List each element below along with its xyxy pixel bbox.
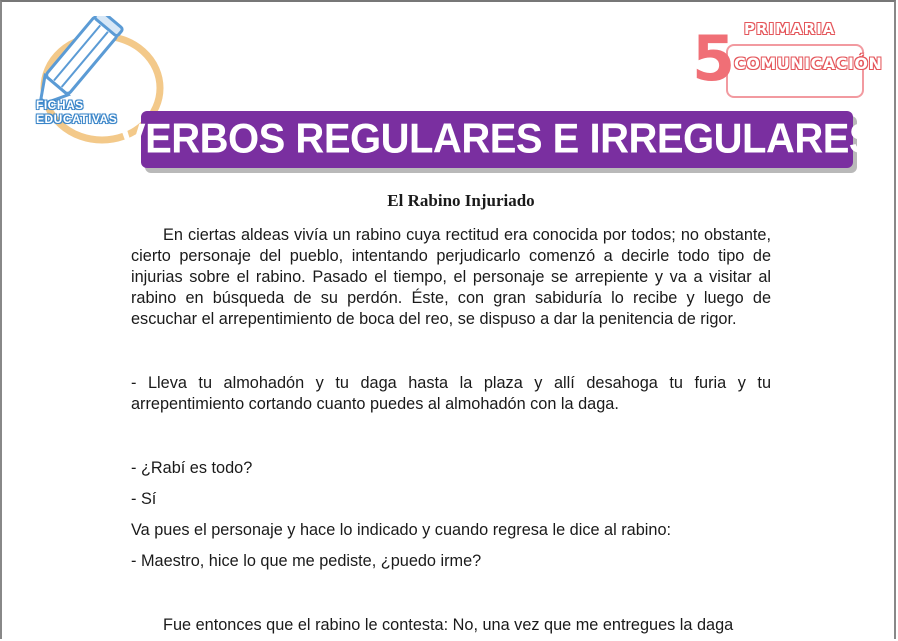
subject-label: COMUNICACIÓN bbox=[734, 54, 883, 73]
dialog-3: - Sí bbox=[131, 490, 157, 508]
title-banner bbox=[118, 111, 876, 168]
worksheet-title: VERBOS REGULARES E IRREGULARES bbox=[118, 115, 876, 163]
logo-line-1: FICHAS bbox=[36, 98, 84, 112]
paragraph-2: Fue entonces que el rabino le contesta: No, una vez que me entregues la daga bbox=[163, 616, 734, 634]
logo-line-2: EDUCATIVAS bbox=[36, 112, 118, 126]
story-content bbox=[131, 190, 771, 636]
paragraph-1: En ciertas aldeas vivía un rabino cuya rectitud era conocida por todos; no obstante, cierto personaje del pueblo, intentando perjudicarlo comenzó a decirle todo tipo de injurias sobre el rabino. Pasado el tiempo, el personaje se arrepiente y va a visitar al rabino en búsqueda de su perdón. Éste, con gran sabiduría lo recibe y luego de escuchar el arrepentimiento de boca del reo, se dispuso a dar la penitencia de rigor. bbox=[131, 226, 771, 328]
narration-1: Va pues el personaje y hace lo indicado y cuando regresa le dice al rabino: bbox=[131, 521, 672, 539]
primaria-comunicacion-badge bbox=[692, 18, 883, 104]
level-label: PRIMARIA bbox=[744, 20, 836, 38]
dialog-4: - Maestro, hice lo que me pediste, ¿puedo irme? bbox=[131, 552, 482, 570]
story-title: El Rabino Injuriado bbox=[387, 191, 535, 210]
dialog-1: - Lleva tu almohadón y tu daga hasta la plaza y allí desahoga tu furia y tu arrepentimiento cortando cuanto puedes al almohadón con la daga. bbox=[131, 374, 771, 413]
dialog-2: - ¿Rabí es todo? bbox=[131, 459, 253, 477]
grade-number: 5 bbox=[692, 22, 736, 95]
